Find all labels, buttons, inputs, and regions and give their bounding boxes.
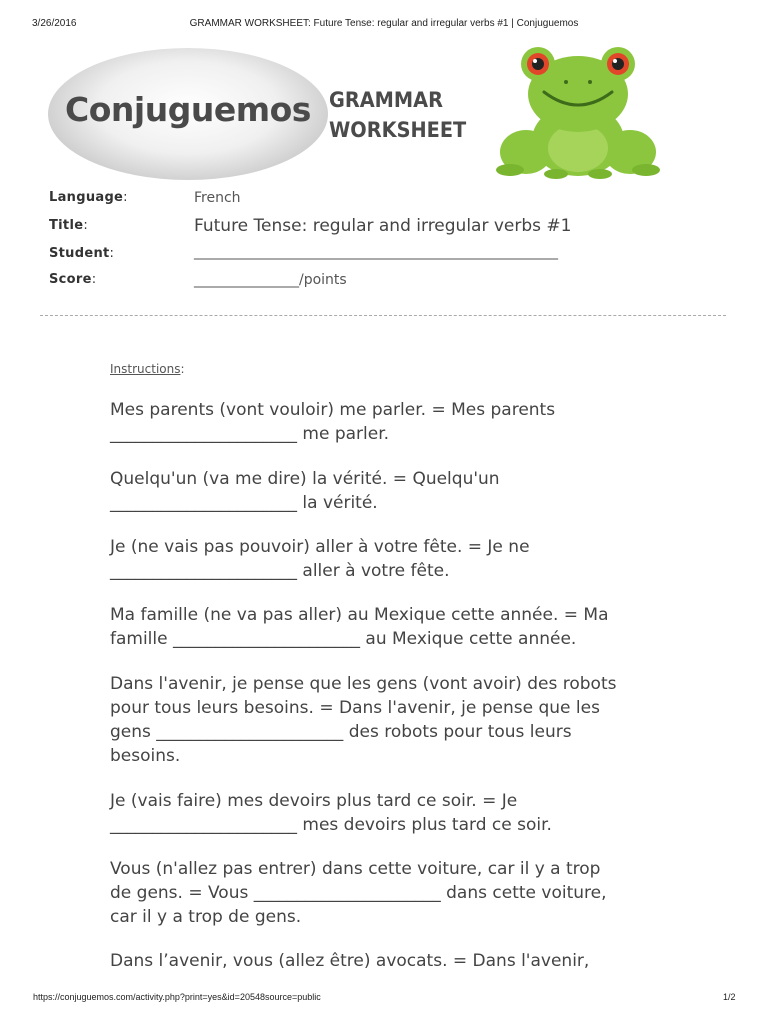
print-date: 3/26/2016 [32, 18, 77, 29]
student-label: Student: [49, 246, 115, 261]
question-item: Mes parents (vont vouloir) me parler. = Mes parents ______________________ me parler. [110, 400, 556, 444]
logo-text: Conjuguemos [65, 90, 311, 129]
question-item: Je (ne vais pas pouvoir) aller à votre fête. = Je ne ______________________ aller à votre fête. [110, 537, 530, 581]
frog-icon [494, 42, 662, 182]
score-blank: _______________/points [194, 272, 347, 288]
worksheet-heading [329, 85, 485, 145]
language-value: French [194, 190, 241, 206]
question-item: Dans l’avenir, vous (allez être) avocats. = Dans l'avenir, [110, 951, 590, 971]
question-item: Je (vais faire) mes devoirs plus tard ce soir. = Je ______________________ mes devoirs plus tard ce soir. [110, 791, 552, 835]
question-item: Ma famille (ne va pas aller) au Mexique cette année. = Ma famille ______________________ au Mexique cette année. [110, 605, 609, 649]
instructions: Instructions: [110, 362, 185, 376]
title-label: Title: [49, 218, 88, 233]
score-label: Score: [49, 272, 97, 287]
footer-url: https://conjuguemos.com/activity.php?print=yes&id=20548source=public [33, 992, 321, 1002]
title-value: Future Tense: regular and irregular verbs #1 [194, 216, 572, 236]
dashed-divider [40, 315, 726, 316]
page-number: 1/2 [723, 992, 736, 1002]
question-item: Dans l'avenir, je pense que les gens (vont avoir) des robots pour tous leurs besoins. = Dans l'avenir, je pense que les gens ______________________ des robots pour tous leurs besoins. [110, 674, 617, 766]
question-item: Vous (n'allez pas entrer) dans cette voiture, car il y a trop de gens. = Vous ______________________ dans cette voiture, car il y a trop de gens. [110, 859, 607, 927]
print-footer [0, 992, 768, 1006]
question-item: Quelqu'un (va me dire) la vérité. = Quelqu'un ______________________ la vérité. [110, 469, 500, 513]
conjuguemos-logo [48, 48, 328, 180]
language-label: Language: [49, 190, 128, 205]
heading-line-1: GRAMMAR [329, 88, 443, 112]
print-header [0, 14, 768, 34]
print-title: GRAMMAR WORKSHEET: Future Tense: regular and irregular verbs #1 | Conjuguemos [189, 18, 579, 29]
heading-line-2: WORKSHEET [329, 118, 467, 142]
instructions-label: Instructions [110, 362, 181, 376]
student-blank: ____________________________________________________ [194, 244, 558, 260]
